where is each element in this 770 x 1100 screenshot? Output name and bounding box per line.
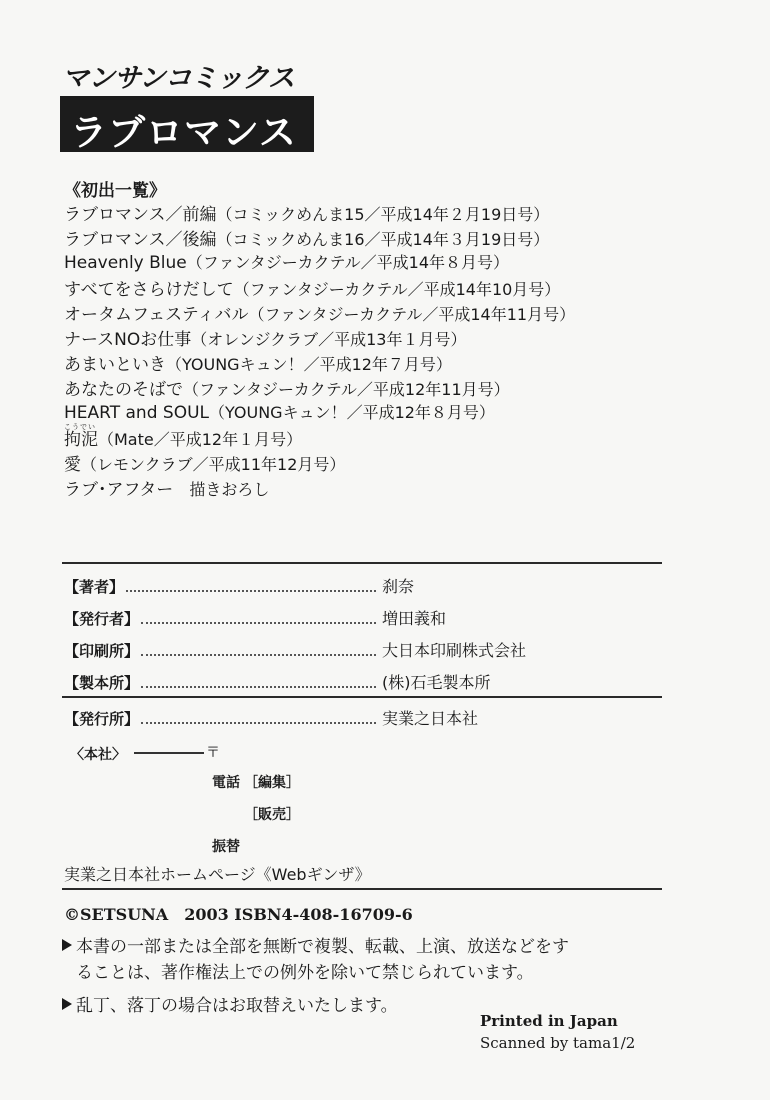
first-appearance-item	[64, 275, 560, 300]
work-title: すべてをさらけだして	[64, 280, 234, 300]
work-title: ラブ･アフター	[64, 480, 174, 500]
work-source: （ファンタジーカクテル／平成12年11月号）	[183, 380, 510, 399]
work-source: （オレンジクラブ／平成13年１月号）	[191, 330, 467, 349]
scanned-by: Scanned by tama1/2	[480, 1034, 636, 1052]
phone-label: 電話	[212, 775, 240, 791]
work-source: （YOUNGキュン！／平成12年８月号）	[209, 403, 495, 422]
work-source: （コミックめんま16／平成14年３月19日号）	[216, 230, 550, 249]
divider-middle	[62, 696, 662, 698]
notice-marker-1	[62, 939, 72, 951]
work-source: 描きおろし	[173, 480, 270, 499]
credit-label: 【著者】	[64, 578, 125, 596]
notice-line-2: ることは、著作権法上での例外を除いて禁じられています。	[76, 963, 534, 983]
furigana: こうでい	[64, 423, 96, 431]
first-appearance-item	[64, 250, 509, 273]
title-banner	[60, 96, 314, 152]
work-title: Heavenly Blue	[64, 253, 187, 273]
first-appearance-heading: 《初出一覧》	[64, 181, 166, 201]
leader-dots	[141, 686, 376, 688]
work-source: （ファンタジーカクテル／平成14年11月号）	[248, 305, 576, 324]
work-source: （ファンタジーカクテル／平成14年８月号）	[186, 253, 510, 272]
first-appearance-item	[64, 400, 495, 423]
postal-mark: 〒	[206, 745, 220, 761]
editorial-label: ［編集］	[244, 775, 300, 791]
series-name: マンサンコミックス	[62, 63, 294, 94]
leader-dots	[141, 722, 376, 724]
work-title: 愛	[64, 455, 81, 475]
work-title: あなたのそばで	[64, 380, 183, 400]
work-source: （ファンタジーカクテル／平成14年10月号）	[233, 280, 561, 299]
work-title: 拘泥	[64, 430, 98, 450]
credit-label: 【発行所】	[64, 710, 140, 728]
credit-label: 【印刷所】	[64, 642, 140, 660]
work-title: ラブロマンス／後編	[64, 230, 217, 250]
first-appearance-item	[64, 325, 467, 350]
first-appearance-item	[64, 300, 575, 325]
copyright-isbn: ©SETSUNA 2003 ISBN4-408-16709-6	[64, 905, 413, 924]
credit-value: 大日本印刷株式会社	[382, 641, 527, 660]
first-appearance-item	[64, 350, 452, 375]
work-title: HEART and SOUL	[64, 403, 209, 423]
divider-bottom	[62, 888, 662, 890]
notice-line-3: 乱丁、落丁の場合はお取替えいたします。	[76, 996, 398, 1016]
leader-dots	[141, 654, 376, 656]
first-appearance-item	[64, 200, 549, 225]
credit-label: 【製本所】	[64, 674, 140, 692]
leader-dots	[141, 622, 376, 624]
credit-label: 【発行者】	[64, 610, 140, 628]
first-appearance-item	[64, 375, 510, 400]
printed-in: Printed in Japan	[480, 1012, 618, 1030]
notice-marker-2	[62, 998, 72, 1010]
transfer-label: 振替	[212, 839, 240, 855]
work-source: （レモンクラブ／平成11年12月号）	[81, 455, 346, 474]
work-title: ナースNOお仕事	[64, 330, 192, 350]
work-source: （YOUNGキュン！／平成12年７月号）	[166, 355, 452, 374]
book-title: ラブロマンス	[70, 111, 297, 154]
credit-value: 実業之日本社	[382, 709, 479, 728]
homepage-text: 実業之日本社ホームページ《Webギンザ》	[64, 865, 371, 884]
credit-value: 増田義和	[382, 609, 447, 628]
work-source: （Mate／平成12年１月号）	[98, 430, 303, 449]
first-appearance-item	[64, 225, 549, 250]
work-title: ラブロマンス／前編	[64, 205, 217, 225]
divider-top	[62, 562, 662, 564]
first-appearance-item	[64, 475, 269, 500]
work-source: （コミックめんま15／平成14年２月19日号）	[216, 205, 550, 224]
credit-value: (株)石毛製本所	[382, 673, 491, 692]
work-title: あまいといき	[64, 355, 166, 375]
sales-label: ［販売］	[244, 807, 300, 823]
credit-value: 刹奈	[382, 577, 415, 596]
leader-dots	[126, 590, 376, 592]
notice-line-1: 本書の一部または全部を無断で複製、転載、上演、放送などをす	[76, 937, 569, 957]
first-appearance-item	[64, 425, 302, 450]
head-office-line	[134, 752, 204, 754]
head-office-label: 〈本社〉	[70, 747, 126, 763]
first-appearance-item	[64, 450, 345, 475]
work-title: オータムフェスティバル	[64, 305, 249, 325]
